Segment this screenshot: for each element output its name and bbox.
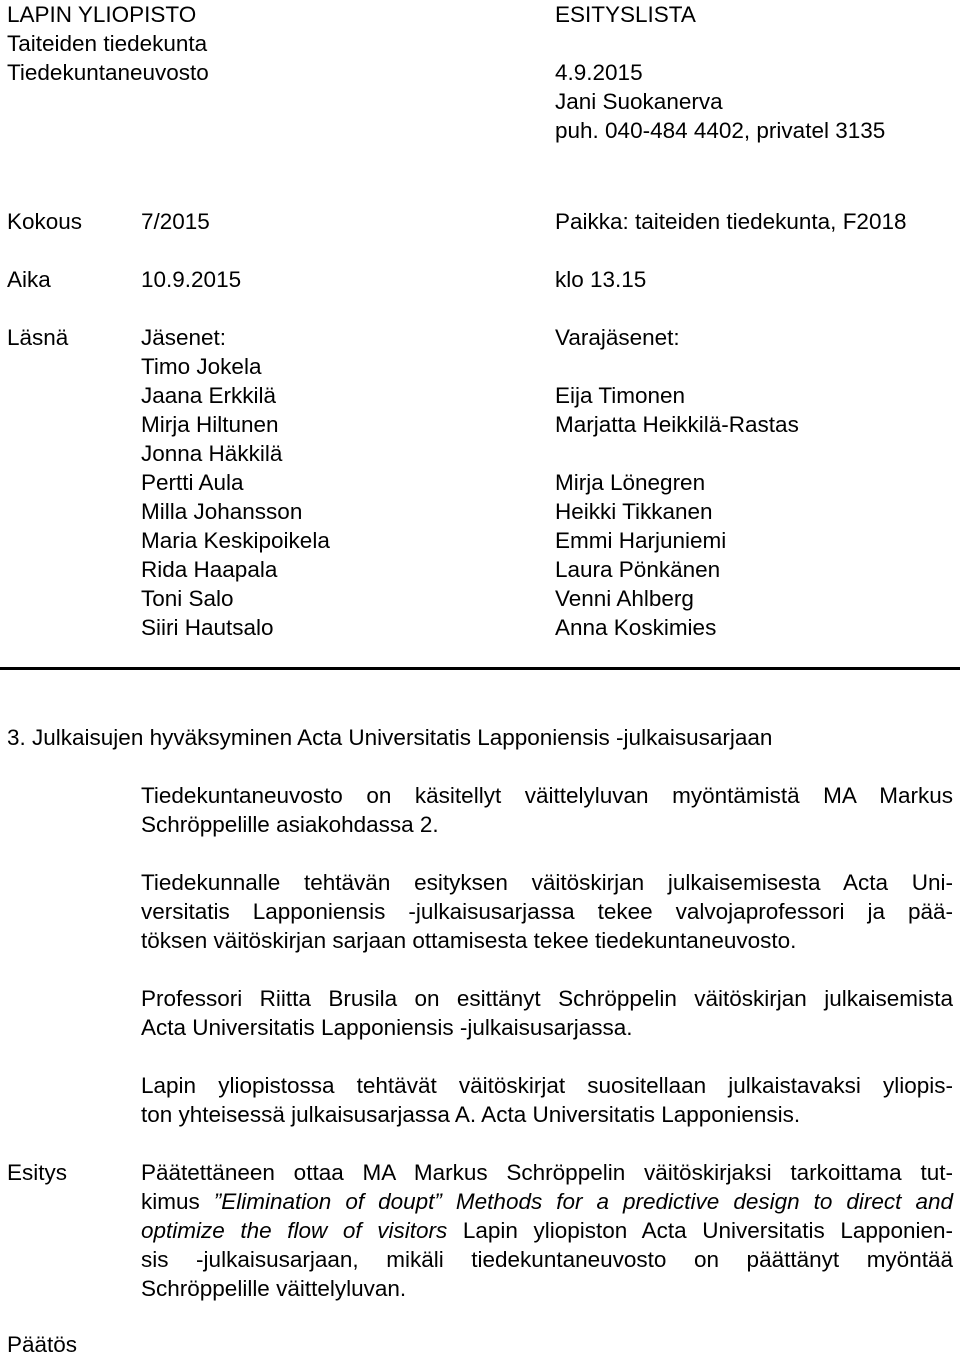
proposal-line: Päätettäneen ottaa MA Markus Schröppelin väitöskirjaksi tarkoittama tut- [141,1160,953,1185]
proposal-text-segment: Lapin yliopiston Acta Universitatis Lapponien- [462,1218,953,1243]
deputy-name: Eija Timonen [555,383,686,408]
meeting-number: 7/2015 [141,209,210,234]
member-name: Siiri Hautsalo [141,615,274,640]
faculty-name: Taiteiden tiedekunta [7,31,208,56]
time-label: Aika [7,267,51,292]
member-name: Jaana Erkkilä [141,383,277,408]
agenda-item-title: 3. Julkaisujen hyväksyminen Acta Universitatis Lapponiensis -julkaisusarjaan [7,725,773,750]
paragraph [141,1071,953,1129]
paragraph [141,781,953,839]
council-name: Tiedekuntaneuvosto [7,60,209,85]
paragraph [141,984,953,1042]
deputy-name: Anna Koskimies [555,615,717,640]
deputy-name: Marjatta Heikkilä-Rastas [555,412,799,437]
paragraph-line: töksen väitöskirjan sarjaan ottamisesta tekee tiedekuntaneuvosto. [141,928,797,953]
paragraph-line: Tiedekunnalle tehtävän esityksen väitöskirjan julkaisemisesta Acta Uni- [141,870,953,895]
paragraph-line: Tiedekuntaneuvosto on käsitellyt väittelyluvan myöntämistä MA Markus [141,783,953,808]
paragraph-line: Schröppelille asiakohdassa 2. [141,812,439,837]
proposal-text [141,1158,953,1303]
dissertation-title: optimize the flow of visitors [141,1218,448,1243]
paragraph-line: Acta Universitatis Lapponiensis -julkaisusarjassa. [141,1015,633,1040]
proposal-label: Esitys [7,1160,68,1185]
decision-label: Päätös [7,1332,78,1357]
university-name: LAPIN YLIOPISTO [7,2,197,27]
members-heading: Jäsenet: [141,325,227,350]
meeting-time: klo 13.15 [555,267,647,292]
paragraph-line: versitatis Lapponiensis -julkaisusarjassa tekee valvojaprofessori ja pää- [141,899,953,924]
member-name: Jonna Häkkilä [141,441,283,466]
paragraph [141,868,953,955]
member-name: Maria Keskipoikela [141,528,330,553]
paragraph-line: Professori Riitta Brusila on esittänyt Schröppelin väitöskirjan julkaisemista [141,986,953,1011]
deputy-name: Mirja Lönegren [555,470,706,495]
proposal-line: sis -julkaisusarjaan, mikäli tiedekuntaneuvosto on päättänyt myöntää [141,1247,953,1272]
member-name: Rida Haapala [141,557,278,582]
proposal-line [141,1187,953,1216]
paragraph-line: ton yhteisessä julkaisusarjassa A. Acta Universitatis Lapponiensis. [141,1102,801,1127]
meeting-place: Paikka: taiteiden tiedekunta, F2018 [555,209,907,234]
proposal-line: Schröppelille väittelyluvan. [141,1276,407,1301]
section-divider [0,667,960,670]
deputies-heading: Varajäsenet: [555,325,680,350]
member-name: Pertti Aula [141,470,244,495]
deputy-name: Heikki Tikkanen [555,499,713,524]
paragraph-line: Lapin yliopistossa tehtävät väitöskirjat suositellaan julkaistavaksi yliopis- [141,1073,953,1098]
member-name: Mirja Hiltunen [141,412,279,437]
dissertation-title: ”Elimination of doupt” Methods for a predictive design to direct and [213,1189,953,1214]
member-name: Timo Jokela [141,354,262,379]
presenter-name: Jani Suokanerva [555,89,723,114]
meeting-date: 10.9.2015 [141,267,242,292]
proposal-line [141,1216,953,1245]
document-type: ESITYSLISTA [555,2,696,27]
meeting-label: Kokous [7,209,83,234]
attendance-label: Läsnä [7,325,69,350]
proposal-text-segment: kimus [141,1189,200,1214]
deputy-name: Laura Pönkänen [555,557,721,582]
member-name: Milla Johansson [141,499,303,524]
document-date: 4.9.2015 [555,60,643,85]
member-name: Toni Salo [141,586,234,611]
deputy-name: Venni Ahlberg [555,586,694,611]
deputy-name: Emmi Harjuniemi [555,528,727,553]
presenter-phone: puh. 040-484 4402, privatel 3135 [555,118,886,143]
